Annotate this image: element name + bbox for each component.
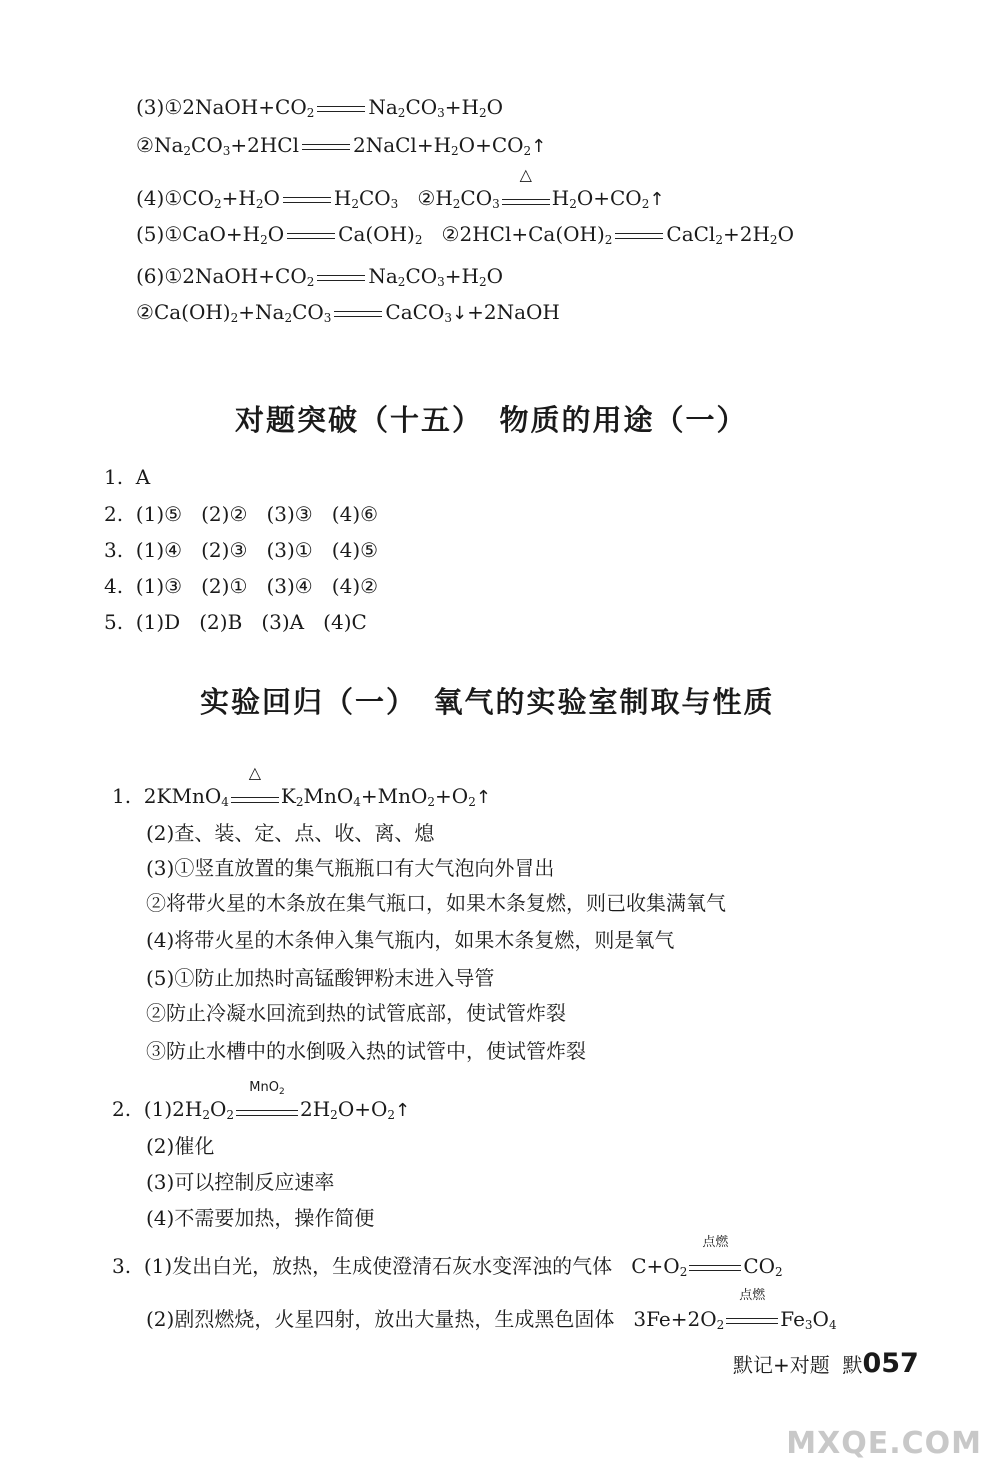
equals-sign (283, 197, 331, 203)
ignition-condition: 点燃 (689, 1252, 741, 1280)
gas-up-arrow-icon: ↑ (531, 136, 547, 157)
equals-sign (334, 311, 382, 317)
answer-line: 5. (1)D (2)B (3)A (4)C (104, 610, 367, 634)
heat-condition (502, 165, 550, 214)
section-title-oxygen: 实验回归（一） 氧气的实验室制取与性质 (200, 685, 775, 719)
eq-6-2: $②Ca(OH)_2+Na_2CO_3$ CaCO$_3$↓+2NaOH (136, 300, 560, 325)
watermark: MXQE.COM (786, 1426, 982, 1461)
heat-triangle-icon: △ (248, 763, 262, 782)
q1-item: ②将带火星的木条放在集气瓶口，如果木条复燃，则已收集满氧气 (146, 891, 726, 915)
eq-3-2: $②Na_2CO_3+2HCl$ $2NaCl+H_2O+CO_2↑$ (136, 133, 547, 158)
q2-item: (4)不需要加热，操作简便 (146, 1206, 375, 1230)
answer-line: 1. A (104, 465, 151, 489)
q2-item: (2)催化 (146, 1134, 215, 1158)
precipitate-down-arrow-icon: ↓ (452, 303, 468, 324)
equals-sign (287, 233, 335, 239)
heat-triangle-icon: △ (519, 165, 532, 184)
q1-item: (2)查、装、定、点、收、离、熄 (146, 821, 435, 845)
gas-up-arrow-icon: ↑ (475, 787, 491, 808)
heat-condition (231, 763, 279, 812)
eq-4: $(4)①CO_2+H_2O$ $H_2CO_3$ $②H_2CO_3$ △ $H_2O+CO_2↑$ (136, 184, 664, 214)
footer-text: 默记+对题 (733, 1353, 830, 1377)
equals-sign (615, 233, 663, 239)
q2-equation: 2. $(1)2H_2O_2$ MnO$_2$ $2H_2O+O_2↑$ (112, 1095, 410, 1125)
q1-item: (5)①防止加热时高锰酸钾粉末进入导管 (146, 966, 495, 990)
page-footer (733, 1348, 919, 1379)
q1-item: (3)①竖直放置的集气瓶瓶口有大气泡向外冒出 (146, 856, 555, 880)
answer-line: 4. (1)③ (2)① (3)④ (4)② (104, 574, 379, 598)
equals-sign (317, 106, 365, 112)
q1-equation: 1. 2KMnO$_4$ △ $K_2MnO_4+MnO_2+O_2↑$ (112, 782, 491, 812)
equals-sign (317, 275, 365, 281)
gas-up-arrow-icon: ↑ (395, 1100, 411, 1121)
answer-line: 3. (1)④ (2)③ (3)① (4)⑤ (104, 538, 379, 562)
catalyst-condition: MnO$_2$ (236, 1097, 298, 1125)
eq-5: $(5)①CaO+H_2O$ $Ca(OH)_2$ $②2HCl+Ca(OH)_2$ $CaCl_2+2H_2O$ (136, 222, 794, 247)
page-number: 057 (862, 1348, 919, 1379)
q1-item: ②防止冷凝水回流到热的试管底部，使试管炸裂 (146, 1001, 566, 1025)
ignition-condition: 点燃 (726, 1305, 778, 1333)
q2-item: (3)可以控制反应速率 (146, 1170, 335, 1194)
q3-item-1: 3. (1)发出白光，放热，生成使澄清石灰水变浑浊的气体 $C+O_2$ 点燃 $CO_2$ (112, 1235, 783, 1279)
gas-up-arrow-icon: ↑ (649, 189, 665, 210)
equals-sign (302, 144, 350, 150)
answer-line: 2. (1)⑤ (2)② (3)③ (4)⑥ (104, 502, 379, 526)
q3-item-2: (2)剧烈燃烧，火星四射，放出大量热，生成黑色固体 $3Fe+2O_2$ 点燃 $Fe_3O_4$ (146, 1288, 837, 1332)
q1-item: (4)将带火星的木条伸入集气瓶内，如果木条复燃，则是氧气 (146, 928, 675, 952)
q1-item: ③防止水槽中的水倒吸入热的试管中，使试管炸裂 (146, 1039, 586, 1063)
footer-mark: 默 (842, 1353, 863, 1377)
section-title-uses: 对题突破（十五） 物质的用途（一） (235, 403, 748, 437)
eq-6-1: $(6)①2NaOH+CO_2$ $Na_2CO_3+H_2O$ (136, 264, 504, 289)
eq-3-1: $(3)①2NaOH+CO_2$ $Na_2CO_3+H_2O$ (136, 95, 504, 120)
